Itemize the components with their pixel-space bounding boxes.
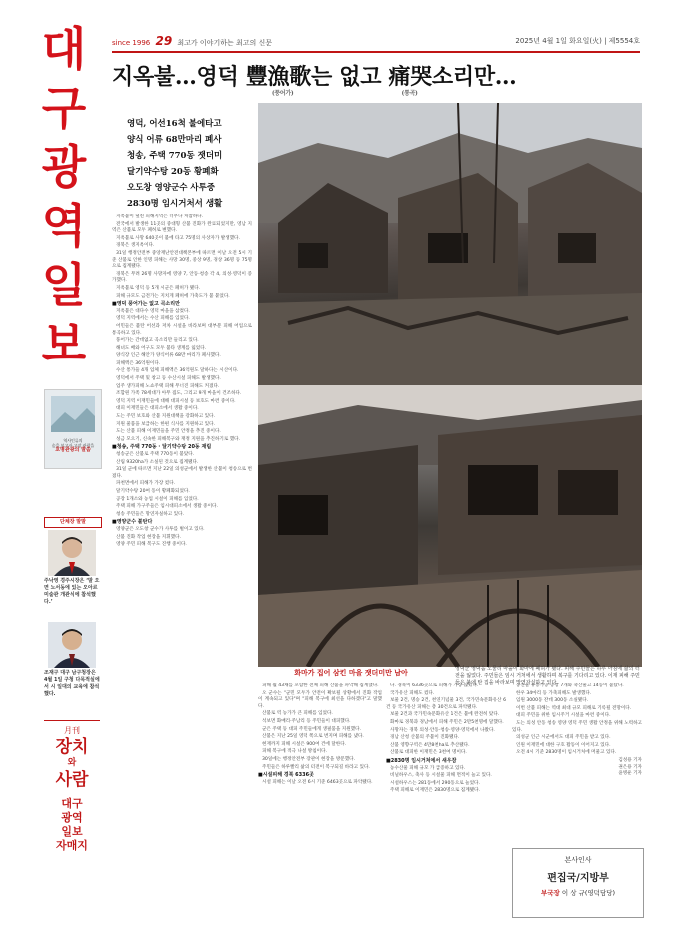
gloss-pungeoga: (풍어가) [271,90,294,97]
paragraph: 지원 물품을 보급하는 한편 식사를 지원하고 있다. [116,421,215,427]
personnel-notice [512,848,644,918]
paragraph: 군은 주택 등 대피 주민들에게 생필품을 지원했다. [262,726,361,732]
headline-part: 지옥불…영덕 [112,64,246,90]
paragraph: 주택 피해로 이재민은 2830명으로 집계됐다. [390,788,480,794]
article-column-right [386,683,506,919]
paragraph: 영덕 지역에서는 수산 피해를 입었다. [116,316,190,322]
paragraph: 경북은 생지옥이다. [116,243,155,249]
paragraph: 보물 2건, 명승 2건, 천연기념물 3건, 국가민속문화유산 6건 등 국가유산 피해는 총 30건으로 파악됐다. [386,698,506,710]
paragraph: 청송군은 산불로 주택 770동이 불탔다. [116,452,195,457]
top-rule [112,51,640,53]
paragraph: 의성군 인근 시군에서도 대피 주민을 받고 있다. [516,735,611,741]
headline-part: 는 없고 [310,64,389,90]
masthead-char: 광 [41,140,87,194]
section-heading: ■청송, 주택 770동 · 달기약수탕 20동 재림 [112,444,212,451]
paragraph: 산불 진화 작업 현장을 지휘했다. [116,534,181,540]
masthead-char: 대 [41,22,87,76]
paragraph: 주택 피해 가구주들은 임시대피소에서 생활 중이다. [116,504,218,510]
subhead: 영덕, 어선16척 불에타고 [127,119,222,129]
headline-part: 소리만… [431,64,517,90]
subhead: 양식 어류 68만마리 폐사 [127,135,222,145]
paragraph: 공장 1개소와 농업 시설이 피해를 입었다. [116,496,199,502]
subhead: 청송, 주택 770동 잿더미 [127,151,223,161]
notice-name: 이 상 규(영덕담당) [561,889,616,897]
paragraph: 31일 행정안전부 중앙재난안전대책본부에 따르면 이날 오전 5시 기준 산불로 인한 인명 피해는 사망 30명, 중상 9명, 경상 36명 등 75명으로 집계됐다. [112,250,252,270]
notice-title: 편집국/지방부 [547,873,609,884]
paragraph: 산불로 역 농가가 큰 피해를 입었다. [262,711,333,717]
paragraph: 피해 월 43채를 포함한 전체 피해 산불을 파악해 집계했다. [262,683,379,688]
person-text-1: 주낙영 경주시장은 ‘말 오면 노서동에 있는 오아르 미술관 개관식에 참석했다.’ [44,578,100,605]
monthly-sub-line: 광역 [61,811,83,824]
paragraph: 지옥불은 대다수 영덕 마을을 삼켰다. [116,308,190,314]
masthead-char: 역 [41,199,87,253]
reporter-byline: 김성용 기자 [618,757,642,763]
paragraph: 피해액은 36억원이다. [116,360,161,366]
notice-label: 본사인사 [564,856,592,864]
monthly-title-line: 사람 [55,770,89,790]
paragraph: 지옥불로 사망 640곳이 불에 타고 75명의 사상자가 발생했다. [116,235,240,241]
paragraph: 해녀도 배와 어구도 모두 불타 생계를 잃었다. [116,345,207,351]
paragraph: 현재까지 피해 시설은 900여 건에 달한다. [262,741,347,747]
ad-line: 숨을 보고자 고장 관광을 [51,443,95,448]
section-heading: ■영양군수 불탄다 [112,519,153,526]
paragraph: 비닐하우스, 축사 등 시설물 피해 면적이 늘고 있다. [390,773,492,779]
paragraph: 도는 주민 보호와 산불 지원대책을 강화하고 있다. [116,414,215,420]
paragraph: 대피 주민을 위한 임시주거 시설을 마련 중이다. [516,713,611,719]
paragraph: 다. 경북이 6336곳으로 피해가 가장 많았다. [390,683,479,688]
paragraph: 영양군은 오도창 군수가 사투를 벌이고 있다. [116,526,205,532]
paragraph: 조합원 가족 78세대가 아무 집도, 그리고 9개 마을이 건조하다. [116,391,242,397]
masthead [40,20,88,374]
paragraph: 지옥불로 영덕 등 5개 시군은 폐허가 됐다. [116,285,201,291]
paragraph: 보물 2건과 국가민속문화유산 1건은 불에 완전히 탔다. [390,712,500,718]
anniversary-number: 29 [155,34,173,48]
paragraph: 피해 복구에 적극 나설 방침이다. [262,749,327,755]
paragraph: 수산 통가들 4개 업체 피해액은 36억원도 달하다는 시산이다. [116,368,239,374]
section-heading: ■시설피해 경북 6336곳 [258,772,314,779]
paragraph: 양식장 인근 해안가 양식어류 68만 마리가 폐사했다. [116,353,221,359]
slogan: 최고가 이야기하는 최고의 신문 [177,39,272,47]
headline-hanja: 豐漁歌 [245,64,311,90]
ad-title: 호명관광의 말씀 [55,447,91,453]
monthly-magazine-promo [44,720,100,853]
paragraph: 시설 피해는 이날 오전 6시 기준 6463곳으로 파악됐다. [262,779,373,785]
ad-line: 역사인류의 [63,438,83,443]
paragraph: 산불은 지난 25일 영덕 쪽으로 번지며 피해를 냈다. [262,734,364,740]
paragraph: 주민들은 하루빨리 삶의 터전이 복구되길 바라고 있다. [262,764,370,770]
paragraph: 성금 모으기, 신속한 피해복구와 재정 지원을 추진하기로 했다. [116,436,241,442]
masthead-char: 구 [41,81,87,135]
paragraph: 도는 산불 피해 이재민들을 주민 안정을 추진 중이다. [116,429,221,435]
paragraph: 도는 의성 안동 청송 영양 영덕 주민 생활 안정을 위해 노력하고 있다. [512,720,642,733]
headline-hanja: 痛哭 [388,64,432,90]
paragraph: 오 군수는 "군민 모두가 안전이 확보될 상황에서 진화 작업이 계속되고 있다"며 "피해 복구에 최선을 다하겠다"고 말했다. [258,690,382,709]
monthly-title-line: 와 [67,758,77,768]
photo-burned-village-top [258,103,642,385]
paragraph: 경북은 무려 26명 사망자에 영양 7, 안동·청송 각 4, 의성·영덕이 증가했다. [112,271,252,284]
paragraph: 산림 9320ha가 소실된 것으로 집계됐다. [116,459,199,465]
paragraph: 달기약수탕 20여 동이 황폐화되었다. [116,488,190,494]
paragraph: 대피 이재민들은 대피소에서 생활 중이다. [116,406,199,412]
ad-illustration [45,392,101,436]
advertisement-box [44,389,102,469]
paragraph: 31일 군에 따르면 지난 22일 의성군에서 발생한 산불이 청송으로 번졌다. [112,467,252,479]
paragraph: 어민들은 불탄 어선과 저차 시설을 바라보며 대부분 피해 어업으로 통곡하고 있다. [112,323,252,336]
subhead: 달기약수탕 20동 황폐화 [127,167,219,177]
gloss-tonggok: (통곡) [401,90,418,97]
photo-caption-title: 화마가 집어 삼킨 마을 잿더미만 남아 [294,669,408,677]
paragraph: 임원 3000동 잔데 300동 소실됐다. [516,698,589,704]
monthly-label: 月刊 [64,726,80,735]
paragraph: 청송 주민들은 망연자실하고 있다. [116,511,184,517]
headline [112,60,642,97]
article-column-far-right [512,683,642,845]
paragraph: 오전 4시 기준 2830명이 임시거처에 머물고 있다. [516,750,617,756]
article-column-left [112,214,252,919]
monthly-sub-line: 대구 [61,797,83,810]
paragraph: 농산물 유통가공 공장 7개와 축산물고 14동이 불탔다. [516,683,624,688]
paragraph: 경남 산청 산불의 주불이 진화됐다. [390,735,460,741]
notice-person [513,888,643,897]
paragraph: 30일에는 행정안전부 장관이 현장을 방문했다. [262,756,356,762]
date-issue: 2025년 4월 1일 화요일(火) | 제5554호 [515,37,640,45]
paragraph: 풍어가는 간데없고 곡소리만 들리고 있다. [116,338,199,344]
masthead-char: 보 [41,317,87,371]
paragraph: 영덕 지역 이재민들에 대해 대피시설 등 보호도 마련 중이다. [116,398,236,404]
person-photo-1 [48,530,96,576]
paragraph: 업주 생가피해 노쇼주택 피해 무너진 피해도 커졌다. [116,383,220,389]
subheads [127,116,257,212]
since-label: since 1996 [112,39,151,47]
photo-caption-text: 영덕군 영덕읍 노물리 마을이 화마에 폐허가 됐다. 피해 주민들은 하루 아침에 삶의 터전을 잃었다. 주민들은 임시 거처에서 생활하며 복구를 기다리고 있다. 이재 피해 주민들은 불에 탄 집을 바라보며 망연자실하고 있다. [455,666,640,686]
monthly-sub-line: 일보 [61,825,83,838]
person-text-2: 조재구 대구 남구청장은 4월 1일 구청 다목적실에서 시 일대의 교육에 참석했다. [44,670,100,697]
paragraph: 시설하우스는 281동에서 290동으로 늘었다. [390,780,480,786]
paragraph: 농수산물 피해 규모 가 급증하고 있다. [390,765,466,771]
column-label: 단체장 말말 [44,517,102,528]
paragraph: 전국에서 발생한 11곳의 중대형 산불 진화가 완료되었지만, 영남 지역은 산불로 모두 폐허로 변했다. [112,221,252,234]
section-heading: ■2830명 임시거처에서 새우잠 [386,757,457,764]
reporter-byline: 권은용 기자 [618,764,642,770]
photo-burned-village-bottom [258,385,642,667]
masthead-char: 일 [41,258,87,312]
top-bar [112,34,640,50]
reporter-byline: 윤병운 기자 [618,771,642,777]
paragraph: 인원 이재민에 대한 구호 활동이 이어지고 있다. [516,742,611,748]
paragraph: 파천면에서 피해가 가장 컸다. [116,481,176,487]
paragraph: 지옥불이 덮친 피해지역은 너무나 처참하다. [116,214,204,219]
subhead: 오도창 영양군수 사투중 [127,183,216,193]
paragraph: 한우 34마리 등 가축피해도 발생했다. [516,690,592,696]
section-heading: ■영덕 풍어가는 없고 곡소리만 [112,301,180,308]
paragraph: 영양 주민 피해 복구도 진행 중이다. [116,542,187,548]
paragraph: 사망자는 경북 의성·안동·청송·영양·영덕에서 나왔다. [390,727,495,733]
paragraph: 이번 산불 피해는 역대 최대 규모 피해로 기록될 전망이다. [516,705,632,711]
paragraph: 석보면 화매리·주남리 등 주민들이 대피했다. [262,718,351,724]
paragraph: 산불로 대피한 이재민은 3천여 명이다. [390,750,467,756]
paragraph: 피해 규모도 금전가는 지치게 폐허에 가축도가 불 붙었다. [116,293,230,299]
paragraph: 국가유산 피해도 컸다. [390,690,435,696]
article-column-mid [258,683,382,919]
paragraph: 영덕에서 주택 및 창고 등 수산시설 피해도 발생했다. [116,376,221,382]
person-photo-2 [48,622,96,668]
subhead: 2830명 임시거처서 생활 [127,199,223,209]
notice-position: 부국장 [540,889,560,897]
paragraph: 산불 영향구역은 4만8천ha로 추산됐다. [390,742,470,748]
paragraph: 화마로 경북과 경남에서 피해 주민은 2만5천명에 달했다. [390,719,504,725]
monthly-sub-line: 자매지 [56,839,88,852]
monthly-title-line: 장치 [55,737,89,757]
